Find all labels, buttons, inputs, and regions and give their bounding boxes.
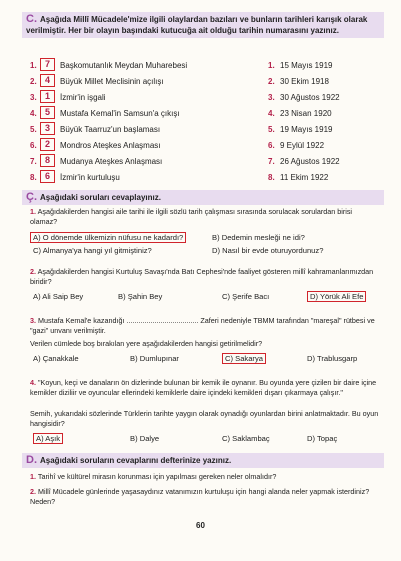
question-text: Aşağıdakilerden hangisi Kurtuluş Savaşı'nda Batı Cephesi'nde faaliyet gösteren millî kahramanlarımızdan biridir? — [30, 267, 374, 286]
section-cc-letter: Ç. — [26, 191, 37, 203]
question-4-prompt: Semih, yukarıdaki sözlerinde Türklerin tarihte yaygın olarak oynadığı oyunlardan birini anlatmaktadır. Bu oyun hangisidir? — [30, 409, 379, 428]
option-a[interactable]: A) Aşık — [33, 433, 63, 444]
event-label: Başkomutanlık Meydan Muharebesi — [60, 61, 188, 70]
question-text: Mustafa Kemal'e kazandığı .................................... Zaferi nedeniyle TBMM tarafından "mareşal" rütbesi ve "gazi" unvanı verilmiştir. — [30, 316, 375, 335]
date-label: 26 Ağustos 1922 — [280, 157, 340, 166]
question-text: Aşağıdakilerden hangisi aile tarihi ile ilgili sözlü tarih çalışması sırasında sorulacak sorulardan birisi olamaz? — [30, 207, 353, 226]
event-num: 1. — [30, 61, 37, 70]
date-label: 15 Mayıs 1919 — [280, 61, 333, 70]
section-cc-header — [22, 190, 384, 205]
option-a[interactable]: A) Ali Saip Bey — [33, 292, 84, 301]
option-c[interactable]: C) Sakarya — [222, 353, 266, 364]
event-label: Mondros Ateşkes Anlaşması — [60, 141, 161, 150]
answer-box[interactable]: 1 — [40, 90, 55, 103]
answer-box[interactable]: 8 — [40, 154, 55, 167]
date-num: 8. — [268, 173, 275, 182]
date-label: 30 Ağustos 1922 — [280, 93, 340, 102]
answer-box[interactable]: 2 — [40, 138, 55, 151]
date-label: 30 Ekim 1918 — [280, 77, 329, 86]
answer-box[interactable]: 4 — [40, 74, 55, 87]
question-4 — [30, 378, 380, 398]
question-2 — [30, 267, 380, 287]
question-3-prompt: Verilen cümlede boş bırakılan yere aşağıdakilerden hangisi getirilmelidir? — [30, 339, 263, 348]
date-num: 6. — [268, 141, 275, 150]
event-num: 4. — [30, 109, 37, 118]
event-label: Mudanya Ateşkes Anlaşması — [60, 157, 163, 166]
question-number: 1. — [30, 472, 36, 481]
date-label: 23 Nisan 1920 — [280, 109, 332, 118]
date-num: 3. — [268, 93, 275, 102]
question-number: 3. — [30, 316, 36, 325]
answer-box[interactable]: 3 — [40, 122, 55, 135]
date-num: 7. — [268, 157, 275, 166]
answer-box[interactable]: 5 — [40, 106, 55, 119]
option-b[interactable]: B) Şahin Bey — [118, 292, 163, 301]
question-3 — [30, 316, 380, 336]
section-d-letter: D. — [26, 454, 37, 466]
date-label: 19 Mayıs 1919 — [280, 125, 333, 134]
event-num: 5. — [30, 125, 37, 134]
section-c-letter: C. — [26, 13, 37, 25]
option-c[interactable]: C) Almanya'ya hangi yıl gitmiştiniz? — [33, 246, 152, 255]
event-label: Büyük Taarruz'un başlaması — [60, 125, 161, 134]
option-d[interactable]: D) Topaç — [307, 434, 338, 443]
date-num: 4. — [268, 109, 275, 118]
event-label: İzmir'in işgali — [60, 93, 106, 102]
question-number: 1. — [30, 207, 36, 216]
question-number: 2. — [30, 267, 36, 276]
option-d[interactable]: D) Yörük Ali Efe — [307, 291, 366, 302]
page-number: 60 — [196, 521, 205, 530]
question-number: 4. — [30, 378, 36, 387]
option-d[interactable]: D) Nasıl bir evde oturuyordunuz? — [212, 246, 324, 255]
option-b[interactable]: B) Dumlupınar — [130, 354, 179, 363]
question-number: 2. — [30, 487, 36, 496]
event-label: Mustafa Kemal'in Samsun'a çıkışı — [60, 109, 180, 118]
event-num: 2. — [30, 77, 37, 86]
date-num: 2. — [268, 77, 275, 86]
answer-box[interactable]: 7 — [40, 58, 55, 71]
date-label: 11 Ekim 1922 — [280, 173, 329, 182]
question-text: Tarihî ve kültürel mirasın korunması için yapılması gereken neler olmalıdır? — [37, 472, 277, 481]
section-c-header — [22, 12, 384, 38]
option-c[interactable]: C) Saklambaç — [222, 434, 270, 443]
date-num: 5. — [268, 125, 275, 134]
option-a[interactable]: A) Çanakkale — [33, 354, 79, 363]
section-cc-title: Aşağıdaki soruları cevaplayınız. — [40, 193, 161, 202]
date-num: 1. — [268, 61, 275, 70]
option-b[interactable]: B) Dedemin mesleği ne idi? — [212, 233, 305, 242]
section-d-question-1 — [30, 472, 380, 482]
question-1 — [30, 207, 380, 227]
event-num: 8. — [30, 173, 37, 182]
answer-box[interactable]: 6 — [40, 170, 55, 183]
section-c-title: Aşağıda Millî Mücadele'mize ilgili olaylardan bazıları ve bunların tarihleri karışık olarak verilmiştir. Her bir olayın başındaki kutucuğa ait olduğu tarihin numarasını yazınız. — [26, 15, 368, 35]
option-b[interactable]: B) Dalye — [130, 434, 160, 443]
event-num: 3. — [30, 93, 37, 102]
event-label: İzmir'in kurtuluşu — [60, 173, 120, 182]
event-num: 7. — [30, 157, 37, 166]
question-text: Millî Mücadele günlerinde yaşasaydınız vatanımızın kurtuluşu için hangi alanda neler yapmak isterdiniz? Neden? — [30, 487, 370, 506]
option-c[interactable]: C) Şerife Bacı — [222, 292, 270, 301]
section-d-question-2 — [30, 487, 380, 507]
event-label: Büyük Millet Meclisinin açılışı — [60, 77, 164, 86]
date-label: 9 Eylül 1922 — [280, 141, 325, 150]
section-d-header — [22, 453, 384, 468]
option-d[interactable]: D) Trablusgarp — [307, 354, 358, 363]
option-a[interactable]: A) O dönemde ülkemizin nüfusu ne kadardı? — [30, 232, 186, 243]
event-num: 6. — [30, 141, 37, 150]
section-d-title: Aşağıdaki soruların cevaplarını defterinize yazınız. — [40, 456, 232, 465]
question-text: "Koyun, keçi ve danaların ön dizlerinde bulunan bir kemik ile oynanır. Bu oyunda yere çizilen bir daire içine kemikler diziliir ve oyuncular ellerindeki kemiklerle daire içindeki kemikleri dışarı çıkarmaya çalışır." — [30, 378, 377, 397]
